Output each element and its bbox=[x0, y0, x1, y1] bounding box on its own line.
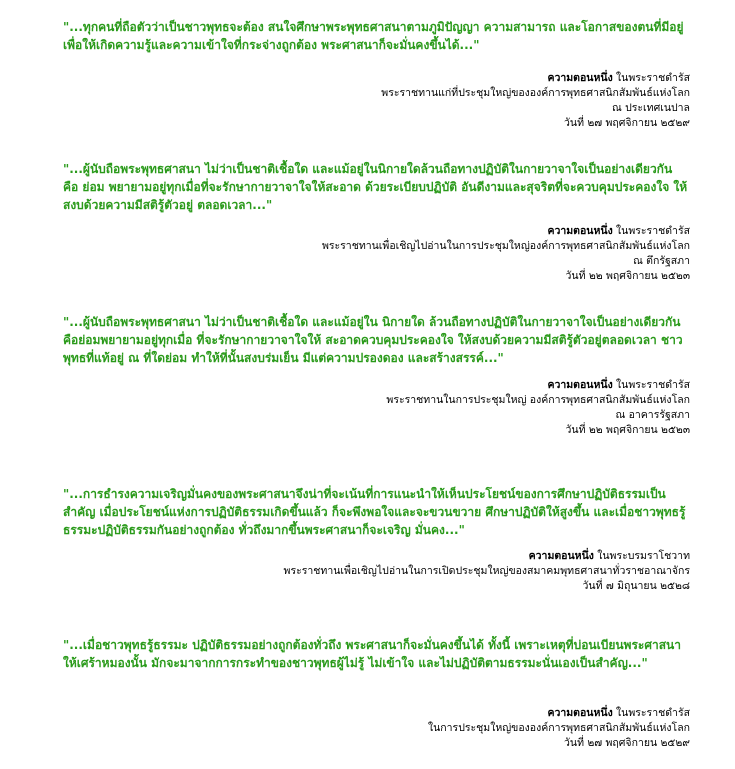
attribution-heading bbox=[322, 224, 690, 239]
attribution-line: พระราชทานเพื่อเชิญไปอ่านในการประชุมใหญ่องค์การพุทธศาสนิกสัมพันธ์แห่งโลก bbox=[321, 240, 690, 252]
attribution bbox=[322, 224, 690, 284]
attribution-source: ในพระราชดำรัส bbox=[612, 225, 690, 237]
quote-text: "...ทุกคนที่ถือตัวว่าเป็นชาวพุทธจะต้อง สนใจศึกษาพระพุทธศาสนาตามภูมิปัญญา ความสามารถ และโอกาสของตนที่มีอยู่ เพื่อให้เกิดความรู้และความเข้าใจที่กระจ่างถูกต้อง พระศาสนาก็จะมั่นคงขึ้นได้..." bbox=[63, 20, 684, 52]
quote-text: "...ผู้นับถือพระพุทธศาสนา ไม่ว่าเป็นชาติเชื้อใด และแม้อยู่ในนิกายใดล้วนถือทางปฏิบัติในกายวาจาใจเป็นอย่างเดียวกัน คือ ย่อม พยายามอยู่ทุกเมื่อที่จะรักษากายวาจาใจให้สะอาด ด้วยระเบียบปฏิบัติ อันดีงามและสุจริตที่จะควบคุมประคองใจ ให้สงบด้วยความมีสติรู้ตัวอยู่ ตลอดเวลา..." bbox=[63, 162, 688, 212]
quote-text: "...ผู้นับถือพระพุทธศาสนา ไม่ว่าเป็นชาติเชื้อใด และแม้อยู่ใน นิกายใด ล้วนถือทางปฏิบัติในกายวาจาใจเป็นอย่างเดียวกันคือย่อมพยายามอยู่ทุกเมื่อ ที่จะรักษากายวาจาใจให้ สะอาดควบคุมประคองใจ ให้สงบด้วยความมีสติรู้ตัวอยู่ตลอดเวลา ชาวพุทธที่แท้อยู่ ณ ที่ใดย่อม ทำให้ที่นั้นสงบร่มเย็น มีแต่ความปรองดอง และสร้างสรรค์..." bbox=[63, 315, 683, 365]
attribution-heading bbox=[386, 378, 690, 393]
attribution-line: ณ อาคารรัฐสภา bbox=[615, 409, 690, 421]
attribution-date: วันที่ ๒๗ พฤศจิกายน ๒๕๒๙ bbox=[564, 117, 690, 129]
attribution bbox=[381, 71, 690, 131]
attribution-date: วันที่ ๒๒ พฤศจิกายน ๒๕๒๓ bbox=[565, 270, 690, 282]
attribution-source: ในพระราชดำรัส bbox=[612, 707, 690, 719]
attribution-line: ณ ตึกรัฐสภา bbox=[633, 255, 690, 267]
attribution-line: ในการประชุมใหญ่ขององค์การพุทธศาสนิกสัมพันธ์แห่งโลก bbox=[428, 722, 690, 734]
attribution-heading bbox=[428, 706, 690, 721]
attribution-heading bbox=[381, 71, 690, 86]
attribution-heading bbox=[284, 549, 690, 564]
attribution-title: ความตอนหนึ่ง bbox=[547, 225, 613, 237]
attribution-title: ความตอนหนึ่ง bbox=[547, 379, 613, 391]
attribution-line: พระราชทานเพื่อเชิญไปอ่านในการเปิดประชุมใหญ่ของสมาคมพุทธศาสนาทั่วราชอาณาจักร bbox=[283, 565, 690, 577]
attribution-date: วันที่ ๒๗ พฤศจิกายน ๒๕๒๙ bbox=[564, 737, 690, 749]
attribution-source: ในพระราชดำรัส bbox=[612, 379, 690, 391]
attribution-source: ในพระราชดำรัส bbox=[612, 72, 690, 84]
attribution bbox=[428, 706, 690, 751]
attribution-title: ความตอนหนึ่ง bbox=[547, 72, 613, 84]
attribution-line: พระราชทานแก่ที่ประชุมใหญ่ขององค์การพุทธศาสนิกสัมพันธ์แห่งโลก bbox=[381, 87, 690, 99]
quote-text: "...การธำรงความเจริญมั่นคงของพระศาสนาจึงน่าที่จะเน้นที่การแนะนำให้เห็นประโยชน์ของการศึกษาปฏิบัติธรรมเป็นสำคัญ เมื่อประโยชน์แห่งการปฏิบัติธรรมเกิดขึ้นแล้ว ก็จะพึงพอใจและจะขวนขวาย ศึกษาปฏิบัติให้สูงขึ้น และเมื่อชาวพุทธรู้ธรรมะปฏิบัติธรรมกันอย่างถูกต้อง ทั่วถึงมากขึ้นพระศาสนาก็จะเจริญ มั่นคง..." bbox=[63, 487, 686, 537]
attribution-title: ความตอนหนึ่ง bbox=[547, 707, 613, 719]
attribution-title: ความตอนหนึ่ง bbox=[528, 550, 594, 562]
attribution-date: วันที่ ๒๒ พฤศจิกายน ๒๕๒๓ bbox=[565, 424, 690, 436]
attribution-line: พระราชทานในการประชุมใหญ่ องค์การพุทธศาสนิกสัมพันธ์แห่งโลก bbox=[386, 394, 690, 406]
quote-text: "...เมื่อชาวพุทธรู้ธรรมะ ปฏิบัติธรรมอย่างถูกต้องทั่วถึง พระศาสนาก็จะมั่นคงขึ้นได้ ทั้งนี้ เพราะเหตุที่บ่อนเบียนพระศาสนาให้เศร้าหมองนั้น มักจะมาจากการกระทำของชาวพุทธผู้ไม่รู้ ไม่เข้าใจ และไม่ปฏิบัติตามธรรมะนั่นเองเป็นสำคัญ..." bbox=[63, 638, 681, 670]
attribution-source: ในพระบรมราโชวาท bbox=[593, 550, 690, 562]
attribution bbox=[284, 549, 690, 594]
attribution bbox=[386, 378, 690, 438]
attribution-date: วันที่ ๗ มิถุนายน ๒๕๒๘ bbox=[582, 580, 690, 592]
attribution-line: ณ ประเทศเนปาล bbox=[612, 102, 690, 114]
